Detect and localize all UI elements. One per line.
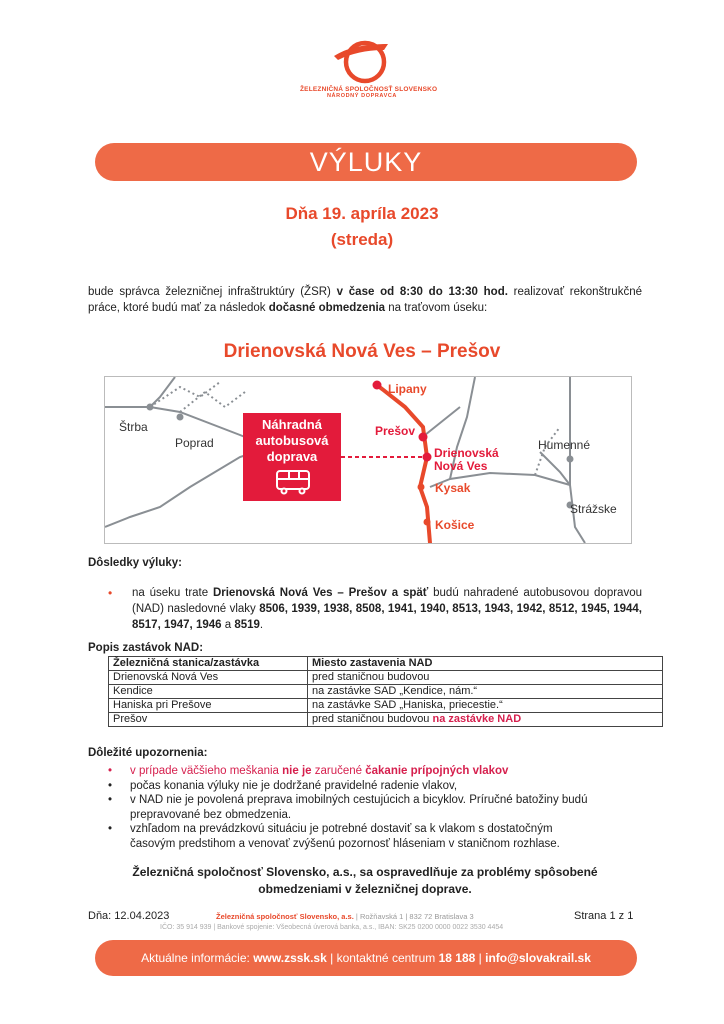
- nad-box-line2: autobusová: [255, 433, 329, 448]
- nad-box-line1: Náhradná: [262, 417, 322, 432]
- bullet-dot-icon: •: [108, 586, 113, 600]
- note-1-text-2: zaručené: [311, 765, 366, 777]
- contact-bar: [95, 940, 637, 976]
- footer-address: | Rožňavská 1 | 832 72 Bratislava 3: [355, 912, 474, 921]
- consequences-text-3: a: [221, 619, 235, 631]
- contact-web-link[interactable]: www.zssk.sk: [253, 951, 327, 965]
- note-1-bold-1: nie je: [282, 765, 312, 777]
- intro-time: v čase od 8:30 do 13:30 hod.: [336, 286, 508, 298]
- cell-station: Haniska pri Prešove: [109, 699, 308, 713]
- cell-place: na zastávke SAD „Kendice, nám.“: [308, 685, 663, 699]
- table-row: [109, 699, 663, 713]
- main-route-line: [377, 385, 430, 543]
- notes-title: Dôležité upozornenia:: [88, 747, 208, 759]
- note-1-bold-2: čakanie prípojných vlakov: [365, 765, 509, 777]
- route-title: Drienovská Nová Ves – Prešov: [223, 341, 501, 362]
- intro-text-1: bude správca železničnej infraštruktúry (ŽSR): [88, 286, 337, 298]
- bullet-dot-icon: •: [108, 765, 113, 777]
- rail-network-lines: [105, 377, 585, 543]
- note-1-text-1: v prípade väčšieho meškania: [130, 765, 283, 777]
- contact-sep-2: |: [475, 951, 486, 965]
- footer-date: Dňa: 12.04.2023: [88, 910, 170, 922]
- notes-list: [88, 764, 648, 851]
- note-4-line-2: časovým predstihom a venovať zvýšenú pozornosť hláseniam v staničnom rozhlase.: [130, 837, 560, 850]
- consequences-trains: 8506, 1939, 1938, 8508, 1941, 1940, 8513, 1943, 1942, 8512, 1945, 1944, 8517, 1947, 1946: [132, 603, 642, 631]
- label-humenne: Humenné: [538, 438, 591, 452]
- table-row: [109, 685, 663, 699]
- date-heading: Dňa 19. apríla 2023: [285, 204, 439, 223]
- bullet-dot-icon: •: [108, 779, 113, 792]
- footer-company: Železničná spoločnosť Slovensko, a.s.: [216, 912, 354, 921]
- closing-statement: [88, 864, 642, 898]
- table-row: [109, 671, 663, 685]
- label-drienovska-1: Drienovská: [434, 446, 499, 460]
- title-banner: VÝLUKY: [95, 143, 637, 181]
- intro-text-2: realizovať rekonštrukčné práce, ktoré budú mať za následok: [88, 286, 642, 314]
- label-poprad: Poprad: [175, 436, 214, 450]
- note-3-line-2: prepravované bez obmedzenia.: [130, 808, 292, 821]
- logo-subtitle: NÁRODNÝ DOPRAVCA: [326, 93, 397, 99]
- station-dot-humenne: [567, 456, 574, 463]
- station-dot-strba: [147, 404, 154, 411]
- intro-paragraph: [88, 284, 642, 316]
- cell-place: [308, 713, 663, 727]
- consequences-title: Dôsledky výluky:: [88, 557, 182, 569]
- station-dot-presov: [419, 433, 428, 442]
- footer-page: Strana 1 z 1: [574, 910, 634, 922]
- consequences-text: [132, 585, 642, 633]
- cell-place: na zastávke SAD „Haniska, priecestie.“: [308, 699, 663, 713]
- note-item: [88, 822, 648, 851]
- cell-place-text: pred staničnou budovou: [312, 713, 433, 725]
- label-kysak: Kysak: [435, 481, 471, 495]
- closing-line-2: obmedzeniami v železničnej doprave.: [258, 882, 472, 896]
- cell-place-highlight: na zastávke NAD: [432, 713, 522, 725]
- cell-station: Prešov: [109, 713, 308, 727]
- consequences-text-1: na úseku trate: [132, 587, 213, 599]
- bullet-dot-icon: •: [108, 823, 113, 835]
- station-dot-kysak: [418, 484, 425, 491]
- cell-station: Kendice: [109, 685, 308, 699]
- note-item: [88, 779, 648, 794]
- rail-network-dotted: [150, 382, 560, 475]
- contact-phone: 18 188: [438, 951, 476, 965]
- intro-text-3: na traťovom úseku:: [385, 302, 488, 314]
- label-kosice: Košice: [435, 518, 475, 532]
- station-dot-poprad: [177, 414, 184, 421]
- logo-company-name: ŽELEZNIČNÁ SPOLOČNOSŤ SLOVENSKO: [300, 86, 438, 93]
- note-4-line-1: vzhľadom na prevádzkovú situáciu je potrebné dostaviť sa k vlakom s dostatočným: [130, 823, 553, 835]
- bullet-dot-icon: •: [108, 794, 113, 806]
- consequences-text-2: budú nahradené autobusovou dopravou (NAD) nasledovné vlaky: [132, 587, 642, 615]
- header-place: Miesto zastavenia NAD: [308, 657, 663, 671]
- note-2-text: počas konania výluky nie je dodržané pravidelné radenie vlakov,: [130, 779, 458, 792]
- company-logo: [300, 38, 438, 99]
- nad-box-line3: doprava: [266, 449, 318, 464]
- route-map: [104, 376, 632, 544]
- table-row: [109, 713, 663, 727]
- note-item: [88, 793, 648, 822]
- footer-registry: IČO: 35 914 939 | Bankové spojenie: Všeobecná úverová banka, a.s., IBAN: SK25 0200 0000 0022 3530 4454: [160, 924, 504, 931]
- contact-sep-1: | kontaktné centrum: [326, 951, 439, 965]
- consequences-text-4: .: [259, 619, 264, 631]
- label-lipany: Lipany: [388, 382, 427, 396]
- cell-place: pred staničnou budovou: [308, 671, 663, 685]
- label-presov: Prešov: [375, 424, 416, 438]
- header-station: Železničná stanica/zastávka: [109, 657, 308, 671]
- intro-restriction: dočasné obmedzenia: [268, 302, 386, 314]
- contact-email-link[interactable]: info@slovakrail.sk: [485, 951, 591, 965]
- stops-title: Popis zastávok NAD:: [88, 642, 204, 654]
- consequences-section: Drienovská Nová Ves – Prešov a späť: [212, 587, 429, 599]
- closing-line-1: Železničná spoločnosť Slovensko, a.s., sa ospravedlňuje za problémy spôsobené: [132, 865, 598, 879]
- contact-prefix: Aktuálne informácie:: [141, 951, 254, 965]
- footer-company-line: [216, 912, 474, 921]
- weekday-heading: (streda): [330, 230, 394, 249]
- stops-table: [108, 656, 663, 727]
- note-item: [88, 764, 648, 779]
- station-dot-lipany: [373, 381, 382, 390]
- consequences-last-train: 8519: [234, 619, 260, 631]
- station-dot-kosice: [424, 519, 431, 526]
- note-3-line-1: v NAD nie je povolená preprava imobilných cestujúcich a bicyklov. Príručné batožiny budú: [130, 794, 588, 806]
- label-drienovska-2: Nová Ves: [434, 459, 488, 473]
- label-strazske: Strážske: [570, 502, 617, 516]
- stops-table-wrap: [108, 656, 663, 727]
- station-dot-drienovska: [423, 453, 432, 462]
- table-header-row: [109, 657, 663, 671]
- label-strba: Štrba: [119, 420, 148, 434]
- route-map-svg: [105, 377, 631, 543]
- cell-station: Drienovská Nová Ves: [109, 671, 308, 685]
- zssk-logo-icon: [332, 38, 392, 84]
